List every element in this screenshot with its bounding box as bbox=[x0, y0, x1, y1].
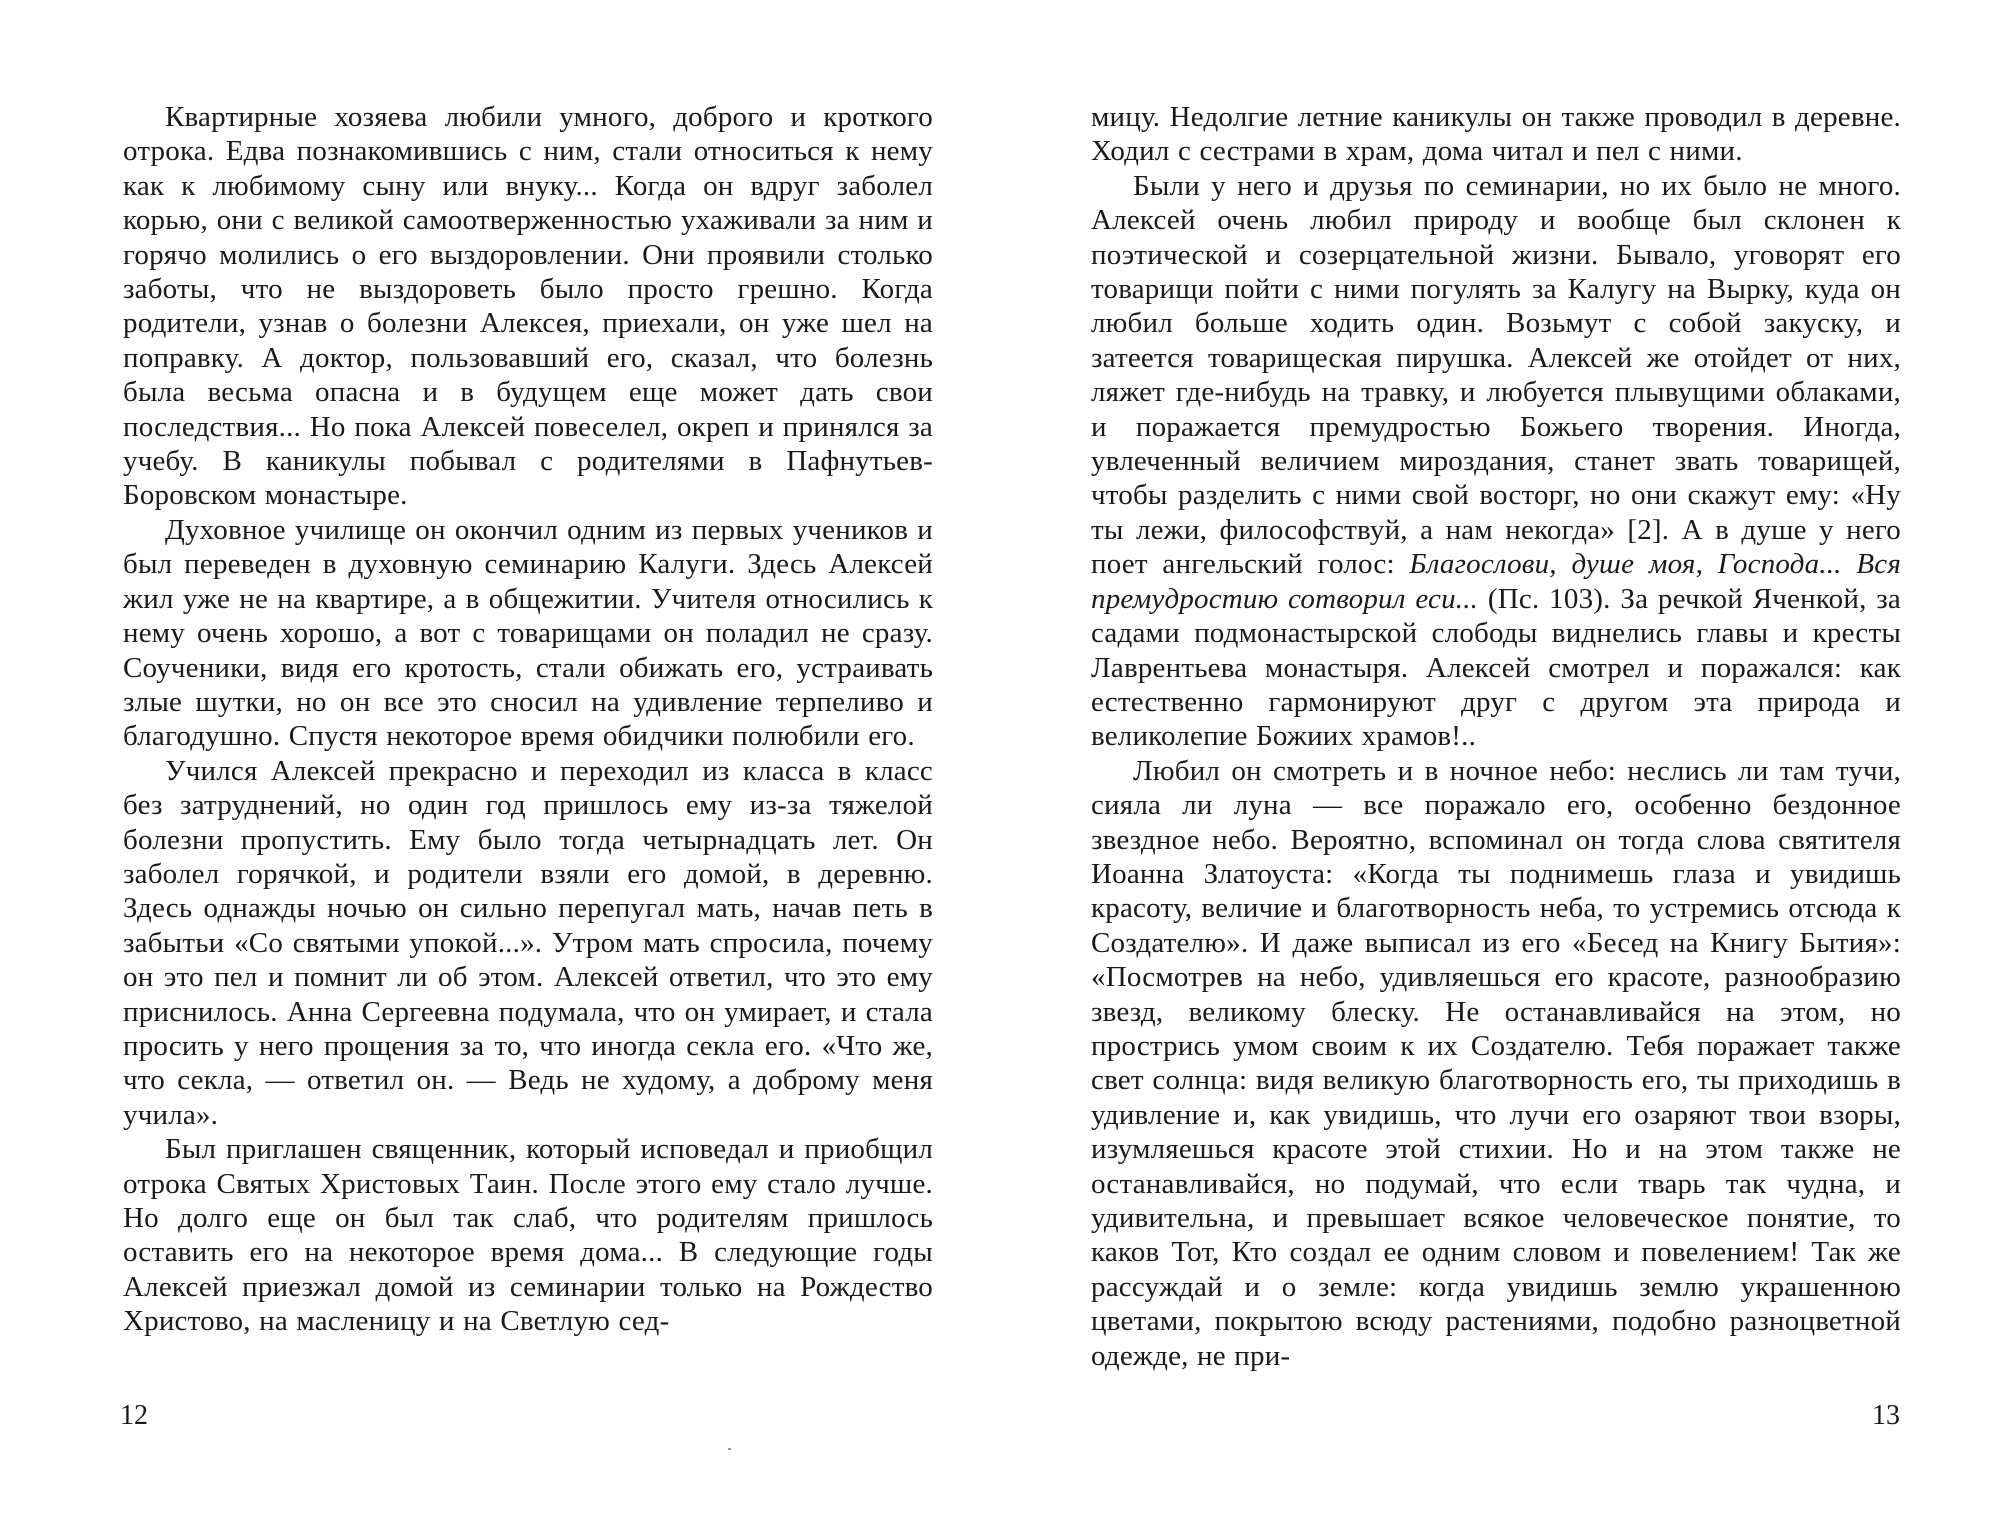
paragraph-text: (Пс. 103). За речкой Яченкой, за садами подмонастырской слободы виднелись главы и кресты Лаврентьева монастыря. Алексей смотрел и поражался: как естественно гармонируют друг с другом эта природа и великолепие Божиих храмов!.. bbox=[1091, 582, 1902, 753]
left-page bbox=[123, 100, 933, 1339]
right-page bbox=[1091, 100, 1901, 1373]
paragraph-text: Были у него и друзья по семинарии, но их было не много. Алексей очень любил природу и вообще был склонен к поэтической и созерцательной жизни. Бывало, уговорят его товарищи пойти с ними погулять за Калугу на Вырку, куда он любил больше ходить один. Возьмут с собой закуску, и затеется товарищеская пирушка. Алексей же отойдет от них, ляжет где-нибудь на травку, и любуется плывущими облаками, и поражается премудростью Божьего творения. Иногда, увлеченный величием мироздания, станет звать товарищей, чтобы разделить с ними свой восторг, но они скажут ему: «Ну ты лежи, философствуй, а нам некогда» [2]. А в душе у него поет ангельский голос: bbox=[1091, 169, 1901, 581]
page-number-left: 12 bbox=[120, 1400, 148, 1431]
page-number-right: 13 bbox=[1872, 1400, 1900, 1431]
gutter-mark bbox=[728, 1448, 731, 1450]
right-page-text bbox=[1091, 100, 1901, 1373]
psalm-quote: Благослови, душе моя, Господа... Вся премудростию сотворил еси... bbox=[1091, 548, 1901, 615]
paragraph bbox=[1091, 169, 1901, 754]
paragraph: мицу. Недолгие летние каникулы он также проводил в деревне. Ходил с сестрами в храм, дома читал и пел с ними. bbox=[1091, 101, 1901, 168]
left-page-text bbox=[123, 100, 933, 1339]
paragraph: Любил он смотреть и в ночное небо: неслись ли там тучи, сияла ли луна — все поражало его, особенно бездонное звездное небо. Вероятно, вспоминал он тогда слова святителя Иоанна Златоуста: «Когда ты поднимешь глаза и увидишь красоту, величие и благотворность неба, то устремись отсюда к Создателю». И даже выписал из его «Бесед на Книгу Бытия»: «Посмотрев на небо, удивляешься его красоте, разнообразию звезд, великому блеску. Не останавливайся на этом, но прострись умом своим к их Создателю. Тебя поражает также свет солнца: видя великую благотворность его, ты приходишь в удивление и, как увидишь, что лучи его озаряют твои взоры, изумляешься красоте этой стихии. Но и на этом также не останавливайся, но подумай, что если тварь так чудна, и удивительна, и превышает всякое человеческое понятие, то каков Тот, Кто создал ее одним словом и повелением! Так же рассуждай и о земле: когда увидишь землю украшенною цветами, покрытою всюду растениями, подобно разноцветной одежде, не при- bbox=[1091, 754, 1901, 1372]
paragraph: Учился Алексей прекрасно и переходил из класса в класс без затруднений, но один год пришлось ему из-за тяжелой болезни пропустить. Ему было тогда четырнадцать лет. Он заболел горячкой, и родители взяли его домой, в деревню. Здесь однажды ночью он сильно перепугал мать, начав петь в забытьи «Со святыми упокой...». Утром мать спросила, почему он это пел и помнит ли об этом. Алексей ответил, что это ему приснилось. Анна Сергеевна подумала, что он умирает, и стала просить у него прощения за то, что иногда секла его. «Что же, что секла, — ответил он. — Ведь не худому, а доброму меня учила». bbox=[123, 754, 933, 1131]
paragraph: Квартирные хозяева любили умного, доброго и кроткого отрока. Едва познакомившись с ним, стали относиться к нему как к любимому сыну или внуку... Когда он вдруг заболел корью, они с великой самоотверженностью ухаживали за ним и горячо молились о его выздоровлении. Они проявили столько заботы, что не выздороветь было просто грешно. Когда родители, узнав о болезни Алексея, приехали, он уже шел на поправку. А доктор, пользовавший его, сказал, что болезнь была весьма опасна и в будущем еще может дать свои последствия... Но пока Алексей повеселел, окреп и принялся за учебу. В каникулы побывал с родителями в Пафнутьев-Боровском монастыре. bbox=[123, 101, 933, 512]
paragraph: Духовное училище он окончил одним из первых учеников и был переведен в духовную семинарию Калуги. Здесь Алексей жил уже не на квартире, а в общежитии. Учителя относились к нему очень хорошо, а вот с товарищами он поладил не сразу. Соученики, видя его кротость, стали обижать его, устраивать злые шутки, но он все это сносил на удивление терпеливо и благодушно. Спустя некоторое время обидчики полюбили его. bbox=[123, 513, 933, 753]
paragraph: Был приглашен священник, который исповедал и приобщил отрока Святых Христовых Таин. После этого ему стало лучше. Но долго еще он был так слаб, что родителям пришлось оставить его на некоторое время дома... В следующие годы Алексей приезжал домой из семинарии только на Рождество Христово, на масленицу и на Светлую сед- bbox=[123, 1133, 933, 1338]
